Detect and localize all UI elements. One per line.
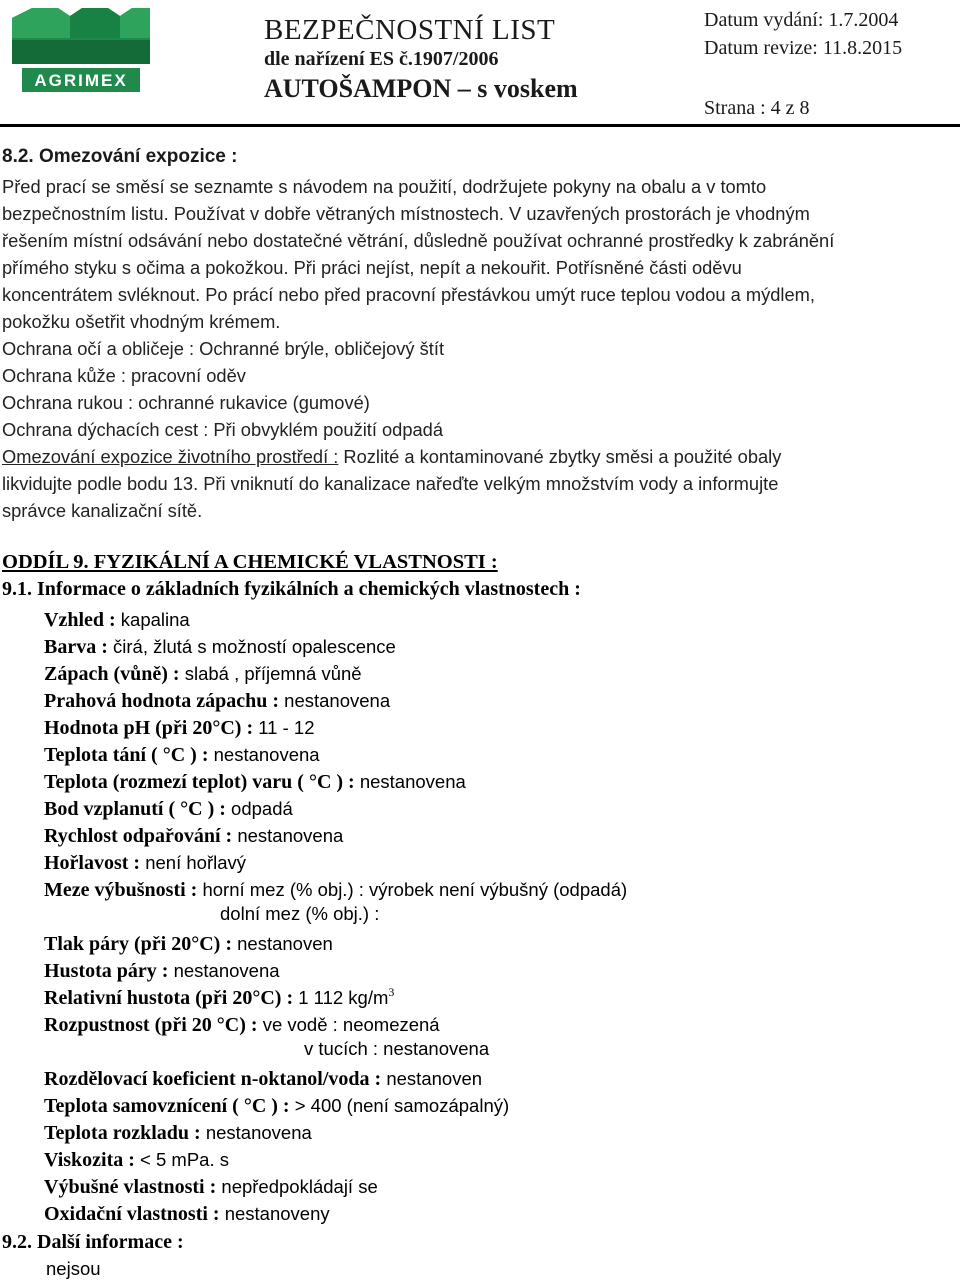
property-value: 1 112 kg/m: [293, 987, 389, 1008]
property-label: Hustota páry :: [44, 960, 169, 982]
property-label: Relativní hustota (při 20°C) :: [44, 987, 294, 1009]
property-label: Rychlost odpařování :: [44, 825, 233, 847]
property-value: nestanoveny: [219, 1203, 330, 1224]
property-row: [44, 957, 280, 985]
paragraph-line: likvidujte podle bodu 13. Při vniknutí do kanalizace nařeďte velkým množstvím vody a informujte: [2, 473, 779, 494]
property-label: Teplota tání ( °C ) :: [44, 744, 209, 766]
property-row: [44, 1065, 482, 1093]
property-label: Výbušné vlastnosti :: [44, 1176, 217, 1198]
property-label: Teplota (rozmezí teplot) varu ( °C ) :: [44, 771, 355, 793]
property-label: Vzhled :: [44, 609, 116, 631]
product-name: AUTOŠAMPON – s voskem: [264, 74, 578, 103]
property-value: kapalina: [115, 609, 190, 630]
skin-protection: Ochrana kůže : pracovní oděv: [2, 365, 246, 386]
revision-date: Datum revize: 11.8.2015: [704, 37, 903, 59]
property-value: není hořlavý: [140, 852, 247, 873]
paragraph-line: koncentrátem svléknout. Po prácí nebo před pracovní přestávkou umýt ruce teplou vodou a mýdlem,: [2, 284, 815, 305]
property-row: [44, 1011, 440, 1039]
property-label: Meze výbušnosti :: [44, 879, 198, 901]
property-value: slabá , příjemná vůně: [179, 663, 362, 684]
property-value: horní mez (% obj.) : výrobek není výbušný (odpadá): [197, 879, 628, 900]
paragraph-line: řešením místní odsávání nebo dostatečné větrání, důsledně používat ochranné prostředky k zabránění: [2, 230, 835, 251]
property-row: [44, 1146, 229, 1174]
property-row: [44, 822, 343, 850]
section-9-2-value: nejsou: [46, 1258, 101, 1279]
property-row: [44, 849, 246, 877]
property-label: Rozdělovací koeficient n-oktanol/voda :: [44, 1068, 382, 1090]
hand-protection: Ochrana rukou : ochranné rukavice (gumové): [2, 392, 370, 413]
property-value: nestanoven: [232, 933, 333, 954]
property-row: [44, 714, 315, 742]
property-row: [44, 1173, 378, 1201]
issue-date: Datum vydání: 1.7.2004: [704, 9, 899, 31]
section-8-2-title: 8.2. Omezování expozice :: [2, 146, 238, 167]
property-row: [44, 1092, 509, 1120]
property-value: nestanovena: [200, 1122, 312, 1143]
environment-exposure: [2, 443, 781, 470]
property-row: [44, 687, 390, 715]
logo-text: AGRIMEX: [34, 71, 128, 90]
agrimex-logo: [4, 4, 158, 104]
property-value: ve vodě : neomezená: [257, 1014, 440, 1035]
property-row: [44, 984, 394, 1012]
property-label: Tlak páry (při 20°C) :: [44, 933, 232, 955]
property-label: Barva :: [44, 636, 108, 658]
regulation-reference: dle nařízení ES č.1907/2006: [264, 48, 499, 70]
section-9-2-title: 9.2. Další informace :: [2, 1231, 184, 1253]
property-label: Hořlavost :: [44, 852, 141, 874]
property-row: [44, 660, 362, 688]
property-row: [44, 606, 190, 634]
property-label: Prahová hodnota zápachu :: [44, 690, 280, 712]
property-label: Rozpustnost (při 20 °C) :: [44, 1014, 258, 1036]
environment-exposure-text: Rozlité a kontaminované zbytky směsi a použité obaly: [338, 446, 782, 467]
property-row: [44, 741, 320, 769]
eye-protection: Ochrana očí a obličeje : Ochranné brýle, obličejový štít: [2, 338, 445, 359]
property-value: nestanovena: [208, 744, 320, 765]
property-value: nestanovena: [232, 825, 344, 846]
paragraph-line: přímého styku s očima a pokožkou. Při práci nejíst, nepít a nekouřit. Potřísněné části oděvu: [2, 257, 742, 278]
page-header: [0, 0, 960, 120]
property-value: nestanovena: [279, 690, 391, 711]
property-value: odpadá: [225, 798, 293, 819]
page-number: Strana : 4 z 8: [704, 97, 810, 119]
environment-exposure-label: Omezování expozice životního prostředí :: [2, 446, 339, 467]
property-row: [44, 876, 627, 904]
respiratory-protection: Ochrana dýchacích cest : Při obvyklém použití odpadá: [2, 419, 444, 440]
section-9-title: ODDÍL 9. FYZIKÁLNÍ A CHEMICKÉ VLASTNOSTI :: [2, 551, 498, 573]
property-value: nestanovena: [354, 771, 466, 792]
document-title: BEZPEČNOSTNÍ LIST: [264, 14, 556, 46]
property-value: 11 - 12: [253, 717, 315, 738]
paragraph-line: pokožku ošetřit vhodným krémem.: [2, 311, 281, 332]
header-divider: [0, 124, 960, 127]
property-row: [44, 930, 333, 958]
property-value: < 5 mPa. s: [134, 1149, 230, 1170]
property-label: Bod vzplanutí ( °C ) :: [44, 798, 226, 820]
property-value: nestanovena: [168, 960, 280, 981]
property-row: [44, 768, 466, 796]
property-label: Zápach (vůně) :: [44, 663, 180, 685]
property-label: Viskozita :: [44, 1149, 135, 1171]
paragraph-line: bezpečnostním listu. Používat v dobře větraných místnostech. V uzavřených prostorách je vhodným: [2, 203, 810, 224]
property-row: [44, 795, 293, 823]
property-value: nepředpokládají se: [216, 1176, 378, 1197]
paragraph-line: Před prací se směsí se seznamte s návodem na použití, dodržujete pokyny na obalu a v tomto: [2, 176, 767, 197]
paragraph-line: správce kanalizační sítě.: [2, 500, 203, 521]
property-label: Hodnota pH (při 20°C) :: [44, 717, 254, 739]
solubility-in-fats: v tucích : nestanovena: [304, 1038, 490, 1059]
property-value: > 400 (není samozápalný): [289, 1095, 510, 1116]
property-value: čirá, žlutá s možností opalescence: [107, 636, 396, 657]
property-superscript: 3: [388, 985, 395, 999]
property-label: Oxidační vlastnosti :: [44, 1203, 220, 1225]
explosion-lower-limit: dolní mez (% obj.) :: [220, 903, 380, 924]
section-9-1-title: 9.1. Informace o základních fyzikálních a chemických vlastnostech :: [2, 578, 581, 600]
property-row: [44, 633, 396, 661]
property-row: [44, 1119, 312, 1147]
property-row: [44, 1200, 330, 1228]
property-value: nestanoven: [381, 1068, 483, 1089]
property-label: Teplota samovznícení ( °C ) :: [44, 1095, 290, 1117]
property-label: Teplota rozkladu :: [44, 1122, 201, 1144]
